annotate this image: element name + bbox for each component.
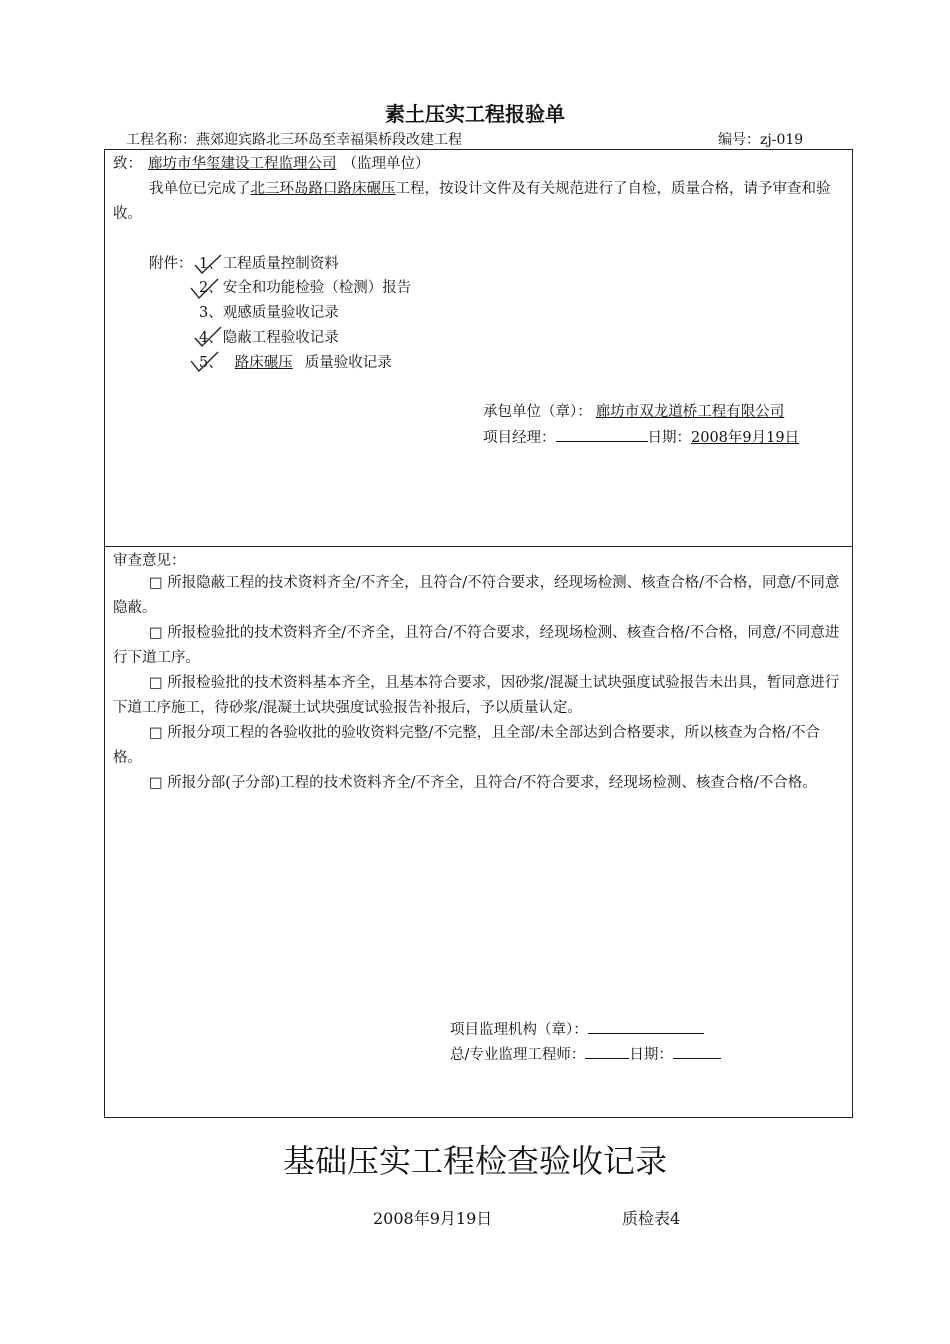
review-date-blank [673, 1044, 721, 1059]
contractor-line: 承包单位（章）： 廊坊市双龙道桥工程有限公司 [483, 402, 788, 422]
next-form-code: 质检表4 [622, 1209, 681, 1228]
review-section [105, 547, 852, 1117]
submission-section [105, 150, 852, 547]
attachment-item-3: 3、观感质量验收记录 [199, 305, 339, 321]
supervision-seal-blank [588, 1019, 704, 1034]
completed-work-item: 北三环岛路口路床碾压 [250, 181, 396, 197]
attachment-item-4: 4、隐蔽工程验收记录 [199, 330, 339, 346]
engineer-signature-blank [585, 1044, 629, 1059]
submission-date: 2008年9月19日 [691, 430, 800, 446]
form-code: 编号：zj-019 [718, 132, 804, 148]
supervisor-company: 廊坊市华玺建设工程监理公司 [148, 156, 337, 172]
review-opinion-1: □ 所报隐蔽工程的技术资料齐全/不齐全，且符合/不符合要求，经现场检测、核查合格/不合格，同意/不同意隐蔽。 [113, 575, 840, 616]
review-opinion-4: □ 所报分项工程的各验收批的验收资料完整/不完整，且全部/未全部达到合格要求，所以核查为合格/不合格。 [113, 725, 820, 766]
next-form-title: 基础压实工程检查验收记录 [282, 1142, 667, 1180]
contractor-name: 廊坊市双龙道桥工程有限公司 [595, 404, 785, 420]
manager-line: 项目经理： 日期：2008年9月19日 [483, 427, 799, 448]
checkmark-icon [187, 349, 221, 375]
manager-signature-blank [556, 427, 648, 442]
supervision-org-line: 项目监理机构（章）： [450, 1019, 704, 1040]
project-name: 工程名称：燕郊迎宾路北三环岛至幸福渠桥段改建工程 [126, 132, 462, 148]
attachment-item-5: 5、 路床碾压 质量验收记录 [199, 355, 392, 371]
checkmark-icon [191, 252, 225, 276]
attachments-label: 附件： [149, 256, 193, 272]
review-heading: 审查意见： [113, 553, 186, 569]
next-form-date: 2008年9月19日 [373, 1209, 493, 1228]
engineer-line: 总/专业监理工程师： 日期： [450, 1044, 721, 1065]
report-form-table [104, 149, 853, 1118]
review-opinion-3: □ 所报检验批的技术资料基本齐全，且基本符合要求，因砂浆/混凝土试块强度试验报告未出具，暂同意进行下道工序施工，待砂浆/混凝土试块强度试验报告补报后，予以质量认定。 [113, 675, 840, 716]
addressee-line: 致： 廊坊市华玺建设工程监理公司 （监理单位） [113, 156, 430, 172]
form-title: 素土压实工程报验单 [385, 102, 565, 126]
checkmark-icon [191, 324, 225, 350]
attachment-item-1: 1、工程质量控制资料 [199, 256, 339, 272]
completion-statement: 我单位已完成了北三环岛路口路床碾压工程，按设计文件及有关规范进行了自检，质量合格，请予审查和验收。 [113, 181, 831, 222]
review-opinion-2: □ 所报检验批的技术资料齐全/不齐全，且符合/不符合要求，经现场检测、核查合格/不合格，同意/不同意进行下道工序。 [113, 625, 840, 666]
attachment-item-2: 2、安全和功能检验（检测）报告 [199, 280, 412, 296]
review-opinion-5: □ 所报分部(子分部)工程的技术资料齐全/不齐全，且符合/不符合要求，经现场检测、核查合格/不合格。 [149, 775, 817, 791]
checkmark-icon [187, 276, 221, 302]
